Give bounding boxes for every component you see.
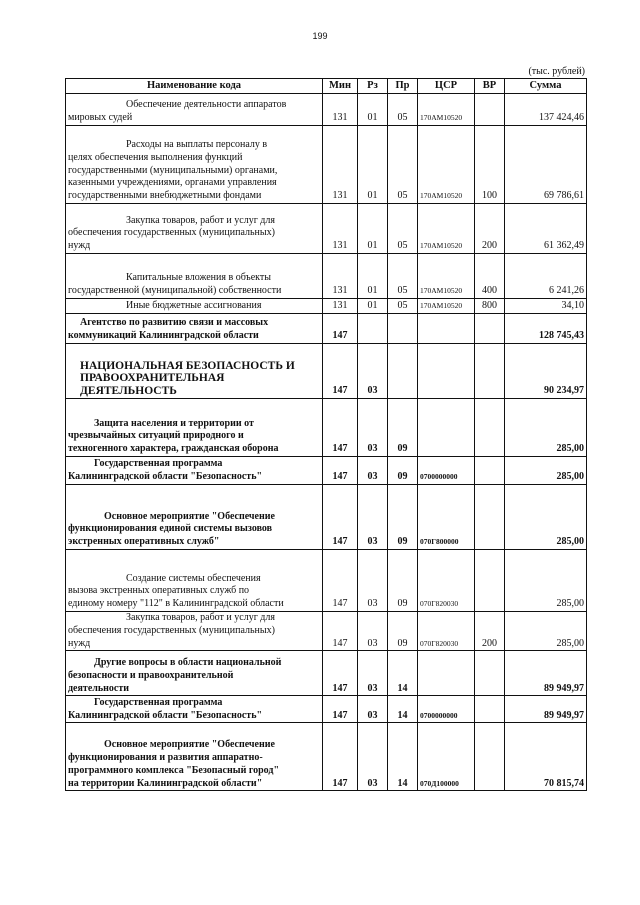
table-row: [66, 314, 587, 344]
cell-pr: 09: [388, 612, 418, 651]
cell-pr: 05: [388, 204, 418, 254]
cell-rz: 03: [358, 696, 388, 723]
cell-min: 147: [323, 651, 358, 696]
cell-name: [66, 254, 323, 299]
cell-csr: 170АМ10520: [418, 299, 475, 314]
cell-rz: 03: [358, 651, 388, 696]
cell-rz: 01: [358, 126, 388, 204]
cell-csr: [418, 651, 475, 696]
cell-name-line: деятельности: [68, 682, 130, 694]
cell-vr: [475, 485, 505, 550]
cell-pr: 05: [388, 126, 418, 204]
cell-name-line: на территории Калининградской области": [68, 777, 263, 789]
cell-rz: 03: [358, 399, 388, 457]
table-row: [66, 299, 587, 314]
cell-name-line: целях обеспечения выполнения функций: [68, 151, 243, 163]
header-name: Наименование кода: [66, 79, 323, 94]
cell-name-line: государственными внебюджетными фондами: [68, 190, 262, 202]
cell-name-line: чрезвычайных ситуаций природного и: [68, 430, 244, 442]
cell-name-line: вызова экстренных оперативных служб по: [68, 585, 250, 597]
cell-name-line: Государственная программа: [94, 458, 223, 470]
cell-name-line: единому номеру "112" в Калининградской области: [68, 598, 284, 610]
cell-name: [66, 723, 323, 791]
cell-sum: 137 424,46: [505, 94, 587, 126]
cell-name: [66, 94, 323, 126]
table-row: [66, 254, 587, 299]
cell-name-line: Закупка товаров, работ и услуг для: [126, 214, 275, 226]
cell-name-line: НАЦИОНАЛЬНАЯ БЕЗОПАСНОСТЬ И: [80, 359, 295, 372]
cell-name-line: Основное мероприятие "Обеспечение: [104, 510, 275, 522]
cell-sum: 34,10: [505, 299, 587, 314]
cell-sum: 70 815,74: [505, 723, 587, 791]
cell-name-line: Основное мероприятие "Обеспечение: [104, 739, 275, 751]
cell-csr: 170АМ10520: [418, 204, 475, 254]
cell-name-line: Государственная программа: [94, 696, 223, 708]
cell-rz: 03: [358, 344, 388, 399]
cell-vr: 400: [475, 254, 505, 299]
cell-pr: 09: [388, 485, 418, 550]
cell-name: [66, 612, 323, 651]
cell-vr: 800: [475, 299, 505, 314]
cell-rz: 03: [358, 485, 388, 550]
cell-sum: 61 362,49: [505, 204, 587, 254]
cell-min: 147: [323, 344, 358, 399]
cell-name-line: Агентство по развитию связи и массовых: [80, 317, 269, 329]
table-row: [66, 94, 587, 126]
cell-sum: 69 786,61: [505, 126, 587, 204]
cell-min: 147: [323, 612, 358, 651]
table-row: [66, 550, 587, 612]
cell-sum: 285,00: [505, 550, 587, 612]
table-row: [66, 651, 587, 696]
cell-name-line: функционирования единой системы вызовов: [68, 523, 273, 535]
cell-pr: 05: [388, 299, 418, 314]
cell-name-line: Другие вопросы в области национальной: [94, 657, 282, 668]
cell-pr: 05: [388, 254, 418, 299]
cell-rz: 03: [358, 550, 388, 612]
table-row: [66, 399, 587, 457]
cell-name-line: Защита населения и территории от: [94, 417, 254, 429]
cell-min: 131: [323, 254, 358, 299]
cell-csr: 170АМ10520: [418, 94, 475, 126]
cell-name-line: обеспечения государственных (муниципальных): [68, 227, 275, 239]
cell-rz: 01: [358, 204, 388, 254]
cell-sum: 285,00: [505, 399, 587, 457]
cell-csr: 0700000000: [418, 457, 475, 485]
cell-name-line: программного комплекса "Безопасный город": [68, 764, 280, 776]
header-vr: ВР: [475, 79, 505, 94]
cell-rz: 03: [358, 457, 388, 485]
cell-min: 147: [323, 314, 358, 344]
header-sum: Сумма: [505, 79, 587, 94]
cell-name-line: казенными учреждениями, органами управления: [68, 177, 277, 189]
header-pr: Пр: [388, 79, 418, 94]
cell-name-line: государственной (муниципальной) собственности: [68, 285, 282, 297]
cell-vr: 200: [475, 612, 505, 651]
cell-rz: 01: [358, 94, 388, 126]
units-label: (тыс. рублей): [528, 66, 585, 77]
cell-name: [66, 126, 323, 204]
header-min: Мин: [323, 79, 358, 94]
cell-vr: [475, 723, 505, 791]
cell-name: [66, 485, 323, 550]
cell-sum: 128 745,43: [505, 314, 587, 344]
cell-name: [66, 344, 323, 399]
cell-rz: 01: [358, 254, 388, 299]
cell-name-line: экстренных оперативных служб": [68, 536, 220, 548]
cell-min: 131: [323, 204, 358, 254]
table-row: [66, 126, 587, 204]
table-body: [66, 94, 587, 791]
cell-name: [66, 204, 323, 254]
cell-vr: [475, 314, 505, 344]
table-row: [66, 485, 587, 550]
cell-name: [66, 550, 323, 612]
cell-csr: 0700000000: [418, 696, 475, 723]
cell-csr: 070Г800000: [418, 485, 475, 550]
cell-csr: 170АМ10520: [418, 254, 475, 299]
cell-vr: [475, 94, 505, 126]
cell-pr: [388, 344, 418, 399]
cell-sum: 89 949,97: [505, 651, 587, 696]
cell-vr: [475, 696, 505, 723]
cell-name-line: Капитальные вложения в объекты: [126, 272, 271, 284]
table-row: [66, 457, 587, 485]
cell-sum: 6 241,26: [505, 254, 587, 299]
cell-min: 131: [323, 94, 358, 126]
cell-vr: [475, 399, 505, 457]
cell-name-line: Закупка товаров, работ и услуг для: [126, 612, 275, 623]
cell-pr: 09: [388, 457, 418, 485]
cell-vr: [475, 550, 505, 612]
cell-min: 147: [323, 550, 358, 612]
cell-name-line: нужд: [68, 637, 91, 649]
cell-pr: 14: [388, 696, 418, 723]
cell-csr: 070Г820030: [418, 612, 475, 651]
cell-min: 147: [323, 485, 358, 550]
cell-name: [66, 314, 323, 344]
table-row: [66, 204, 587, 254]
header-csr: ЦСР: [418, 79, 475, 94]
cell-name-line: ПРАВООХРАНИТЕЛЬНАЯ ДЕЯТЕЛЬНОСТЬ: [80, 372, 225, 398]
cell-name-line: Иные бюджетные ассигнования: [126, 300, 262, 312]
cell-name-line: Обеспечение деятельности аппаратов: [126, 99, 287, 111]
table-row: [66, 612, 587, 651]
cell-min: 147: [323, 723, 358, 791]
cell-pr: [388, 314, 418, 344]
cell-sum: 285,00: [505, 485, 587, 550]
cell-csr: [418, 314, 475, 344]
cell-pr: 05: [388, 94, 418, 126]
cell-pr: 09: [388, 550, 418, 612]
cell-vr: [475, 457, 505, 485]
cell-vr: [475, 651, 505, 696]
cell-rz: 03: [358, 723, 388, 791]
cell-name-line: безопасности и правоохранительной: [68, 669, 234, 681]
cell-rz: [358, 314, 388, 344]
cell-name-line: мировых судей: [68, 112, 133, 124]
budget-table: [65, 78, 587, 791]
cell-name-line: нужд: [68, 240, 91, 252]
cell-name: [66, 651, 323, 696]
cell-name: [66, 299, 323, 314]
cell-sum: 90 234,97: [505, 344, 587, 399]
cell-pr: 14: [388, 723, 418, 791]
cell-csr: 170АМ10520: [418, 126, 475, 204]
cell-min: 147: [323, 457, 358, 485]
cell-name: [66, 399, 323, 457]
cell-name-line: Калининградской области "Безопасность": [68, 471, 263, 483]
cell-rz: 01: [358, 299, 388, 314]
table-row: [66, 696, 587, 723]
cell-name-line: обеспечения государственных (муниципальных): [68, 624, 275, 636]
table-row: [66, 723, 587, 791]
cell-name: [66, 696, 323, 723]
table-header-row: [66, 79, 587, 94]
cell-min: 147: [323, 399, 358, 457]
cell-vr: 100: [475, 126, 505, 204]
cell-name-line: функционирования и развития аппаратно-: [68, 752, 263, 763]
cell-min: 147: [323, 696, 358, 723]
cell-csr: 070Г820030: [418, 550, 475, 612]
cell-csr: 070Д100000: [418, 723, 475, 791]
cell-rz: 03: [358, 612, 388, 651]
page-number: 199: [312, 31, 328, 41]
cell-sum: 285,00: [505, 457, 587, 485]
table-row: [66, 344, 587, 399]
cell-pr: 09: [388, 399, 418, 457]
header-rz: Рз: [358, 79, 388, 94]
cell-name: [66, 457, 323, 485]
cell-vr: [475, 344, 505, 399]
cell-name-line: Создание системы обеспечения: [126, 572, 261, 584]
cell-csr: [418, 399, 475, 457]
cell-vr: 200: [475, 204, 505, 254]
cell-name-line: Калининградской области "Безопасность": [68, 709, 263, 721]
cell-min: 131: [323, 126, 358, 204]
cell-sum: 285,00: [505, 612, 587, 651]
cell-min: 131: [323, 299, 358, 314]
cell-name-line: Расходы на выплаты персоналу в: [126, 139, 268, 151]
cell-name-line: техногенного характера, гражданская оборона: [68, 443, 279, 455]
cell-csr: [418, 344, 475, 399]
cell-pr: 14: [388, 651, 418, 696]
cell-name-line: коммуникаций Калининградской области: [68, 330, 259, 342]
cell-sum: 89 949,97: [505, 696, 587, 723]
cell-name-line: государственными (муниципальными) органами,: [68, 164, 278, 176]
